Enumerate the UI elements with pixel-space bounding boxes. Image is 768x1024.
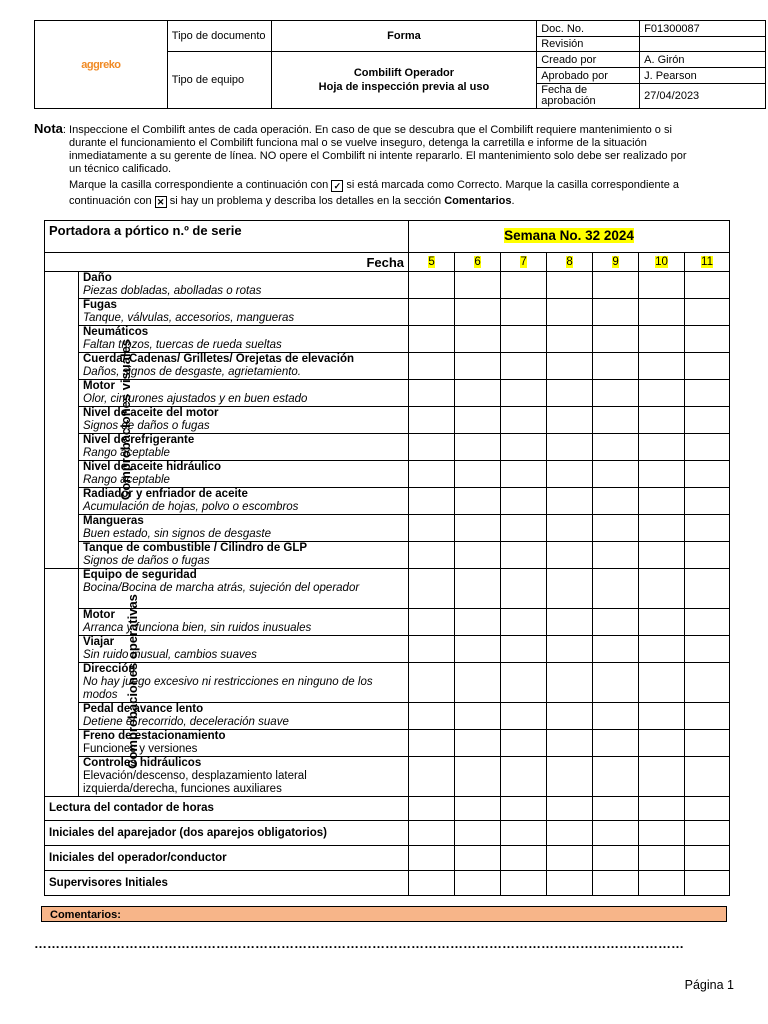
check-box-cell[interactable] [639,757,685,797]
check-box-cell[interactable] [593,569,639,609]
check-box-cell[interactable] [455,461,501,488]
meta-value: A. Girón [640,52,766,68]
note-line: Inspeccione el Combilift antes de cada operación. En caso de que se descubra que el Combilift requiere mantenimiento o si [69,124,672,136]
check-box-cell[interactable] [409,380,455,407]
check-box-cell[interactable] [501,461,547,488]
doc-type-value: Forma [271,21,537,52]
check-item-title: Tanque de combustible / Cilindro de GLP [83,542,308,554]
check-box-cell[interactable] [455,515,501,542]
check-item-title: Viajar [83,636,115,648]
visual-section-text: Comprobaciones visuales [118,338,134,500]
check-box-cell[interactable] [409,434,455,461]
check-box-cell[interactable] [547,663,593,703]
check-box-cell[interactable] [455,407,501,434]
check-box-cell[interactable] [501,703,547,730]
note-line: inmediatamente a su gerente de línea. NO opere el Combilift ni intente repararlo. El mantenimiento solo debe ser realizado por [69,150,687,162]
check-item [79,515,409,542]
check-box-cell[interactable] [455,326,501,353]
check-box-cell[interactable] [501,488,547,515]
check-box-cell[interactable] [501,515,547,542]
check-box-cell[interactable] [409,326,455,353]
date-cell [547,253,593,272]
check-item-title: Nivel de aceite del motor [83,407,219,419]
equip-type-label: Tipo de equipo [167,52,271,109]
date-label: Fecha [45,253,409,272]
check-box-cell[interactable] [409,299,455,326]
check-box-cell[interactable] [593,730,639,757]
check-item [79,272,409,299]
date-cell [639,253,685,272]
check-box-cell[interactable] [593,542,639,569]
check-box-cell[interactable] [639,272,685,299]
footer-entry-cell[interactable] [685,846,730,871]
check-box-cell[interactable] [639,703,685,730]
check-box-cell[interactable] [593,326,639,353]
check-item-description: Rango aceptable [83,474,170,486]
check-box-cell[interactable] [501,272,547,299]
mark-instruction: si está marcada como Correcto. Marque la casilla correspondiente a [346,179,680,191]
check-box-cell[interactable] [409,730,455,757]
check-item-title: Dirección [83,663,136,675]
comments-label: Comentarios: [41,906,727,922]
footer-row-label: Iniciales del aparejador (dos aparejos obligatorios) [45,821,409,846]
crossed-box-icon: ✕ [155,196,167,208]
check-box-cell[interactable] [593,757,639,797]
footer-row-label: Lectura del contador de horas [45,797,409,821]
check-box-cell[interactable] [455,703,501,730]
check-box-cell[interactable] [547,353,593,380]
check-item-description: Signos de daños o fugas [83,420,210,432]
equip-title [271,52,537,109]
check-box-cell[interactable] [501,730,547,757]
comments-line: …………………………………………………………………………………………………………………………………… [34,936,684,951]
footer-entry-cell[interactable] [593,821,639,846]
check-box-cell[interactable] [685,407,730,434]
check-box-cell[interactable] [455,272,501,299]
check-box-cell[interactable] [685,663,730,703]
check-item-title: Neumáticos [83,326,149,338]
check-box-cell[interactable] [455,636,501,663]
date-cell [593,253,639,272]
check-item-description: Buen estado, sin signos de desgaste [83,528,271,540]
meta-label: Creado por [537,52,640,68]
check-box-cell[interactable] [455,663,501,703]
check-box-cell[interactable] [455,609,501,636]
doc-type-label: Tipo de documento [167,21,271,52]
footer-entry-cell[interactable] [593,871,639,896]
check-box-cell[interactable] [547,542,593,569]
date-value: 8 [566,255,573,268]
check-box-cell[interactable] [685,636,730,663]
check-box-cell[interactable] [409,515,455,542]
check-box-cell[interactable] [685,380,730,407]
meta-value: 27/04/2023 [640,84,766,109]
check-box-cell[interactable] [455,488,501,515]
check-box-cell[interactable] [639,326,685,353]
check-box-cell[interactable] [685,299,730,326]
footer-entry-cell[interactable] [501,797,547,821]
check-item-description: Funciones y versiones [83,743,198,755]
footer-entry-cell[interactable] [639,821,685,846]
check-box-cell[interactable] [547,272,593,299]
check-item [79,542,409,569]
check-box-cell[interactable] [547,730,593,757]
check-box-cell[interactable] [455,569,501,609]
footer-entry-cell[interactable] [685,821,730,846]
check-box-cell[interactable] [409,703,455,730]
check-item-title: Pedal de avance lento [83,703,204,715]
check-item-description: Daños, signos de desgaste, agrietamiento. [83,366,301,378]
page-number: Página 1 [684,978,734,992]
inspection-table [44,220,730,896]
check-item-description: Arranca y funciona bien, sin ruidos inusuales [83,622,312,634]
footer-entry-cell[interactable] [501,846,547,871]
check-box-cell[interactable] [593,299,639,326]
meta-value [640,37,766,52]
check-box-cell[interactable] [593,434,639,461]
date-value: 5 [428,255,435,268]
check-box-cell[interactable] [593,407,639,434]
check-box-cell[interactable] [547,434,593,461]
footer-entry-cell[interactable] [455,821,501,846]
check-box-cell[interactable] [685,272,730,299]
check-item-title: Fugas [83,299,117,311]
check-box-cell[interactable] [593,272,639,299]
check-item-title: Cuerda/ Cadenas/ Grilletes/ Orejetas de elevación [83,353,355,365]
check-box-cell[interactable] [501,757,547,797]
footer-entry-cell[interactable] [409,797,455,821]
note-line: un técnico calificado. [69,163,172,175]
check-box-cell[interactable] [547,380,593,407]
footer-entry-cell[interactable] [409,846,455,871]
footer-entry-cell[interactable] [455,797,501,821]
check-item-title: Motor [83,380,115,392]
check-box-cell[interactable] [593,609,639,636]
check-box-cell[interactable] [409,663,455,703]
check-item-title: Daño [83,272,112,284]
note-line: durante el funcionamiento el Combilift funciona mal o se vuelve inseguro, detenga la carretilla e informe de la situación [69,137,647,149]
check-item-title: Equipo de seguridad [83,569,197,581]
check-box-cell[interactable] [639,542,685,569]
instructions-note: Nota: Inspeccione el Combilift antes de cada operación. En caso de que se descubra que el Combilift requiere mantenimiento o si durante el funcionamiento el Combilift funciona mal o se vuelve inseguro, detenga la carretilla e informe de la situación inmediatamente a su gerente de línea. NO opere el Combilift ni intente repararlo. El mantenimiento solo debe ser realizado por un técnico calificado. Marque la casilla correspondiente a continuación con ✓ si está marcada como Correcto. Marque la casilla correspondiente a continuación con ✕ si hay un problema y describa los detalles en la sección Comentarios. [34,122,734,208]
footer-row-label: Supervisores Initiales [45,871,409,896]
check-box-cell[interactable] [639,461,685,488]
check-box-cell[interactable] [639,380,685,407]
check-box-cell[interactable] [409,488,455,515]
check-box-cell[interactable] [685,542,730,569]
check-box-cell[interactable] [639,609,685,636]
footer-entry-cell[interactable] [501,871,547,896]
check-box-cell[interactable] [455,542,501,569]
check-item-description: Bocina/Bocina de marcha atrás, sujeción del operador [83,582,360,594]
check-box-cell[interactable] [455,380,501,407]
check-box-cell[interactable] [639,569,685,609]
check-box-cell[interactable] [685,757,730,797]
meta-value: J. Pearson [640,68,766,84]
check-box-cell[interactable] [639,353,685,380]
check-box-cell[interactable] [685,569,730,609]
check-box-cell[interactable] [685,730,730,757]
checked-box-icon: ✓ [331,180,343,192]
check-box-cell[interactable] [593,353,639,380]
date-cell [501,253,547,272]
check-box-cell[interactable] [501,569,547,609]
date-value: 9 [612,255,619,268]
check-box-cell[interactable] [547,569,593,609]
footer-entry-cell[interactable] [685,797,730,821]
check-box-cell[interactable] [547,636,593,663]
week-label: Semana No. 32 2024 [504,228,634,243]
check-box-cell[interactable] [685,461,730,488]
footer-entry-cell[interactable] [547,797,593,821]
footer-entry-cell[interactable] [547,846,593,871]
date-cell [455,253,501,272]
date-cell [685,253,730,272]
check-box-cell[interactable] [685,488,730,515]
check-box-cell[interactable] [409,461,455,488]
check-box-cell[interactable] [593,663,639,703]
check-box-cell[interactable] [501,380,547,407]
check-box-cell[interactable] [501,299,547,326]
check-item-description: Rango aceptable [83,447,170,459]
check-box-cell[interactable] [501,326,547,353]
footer-entry-cell[interactable] [547,871,593,896]
mark-instruction: si hay un problema y describa los detalles en la sección [169,195,442,207]
equip-title-line2: Hoja de inspección previa al uso [318,81,490,93]
date-value: 11 [701,255,713,268]
date-value: 7 [520,255,527,268]
note-label: Nota [34,121,63,136]
footer-entry-cell[interactable] [409,871,455,896]
check-box-cell[interactable] [547,703,593,730]
check-item-description: Olor, cinturones ajustados y en buen estado [83,393,308,405]
check-box-cell[interactable] [639,515,685,542]
check-item-description: Tanque, válvulas, accesorios, mangueras [83,312,295,324]
check-item-title: Nivel de aceite hidráulico [83,461,222,473]
equip-title-line1: Combilift Operador [353,67,455,79]
check-box-cell[interactable] [501,542,547,569]
week-cell [409,221,730,253]
check-box-cell[interactable] [547,407,593,434]
check-box-cell[interactable] [547,515,593,542]
check-item [79,299,409,326]
footer-entry-cell[interactable] [639,846,685,871]
footer-entry-cell[interactable] [455,871,501,896]
check-box-cell[interactable] [593,636,639,663]
meta-label: Aprobado por [537,68,640,84]
footer-row-label: Iniciales del operador/conductor [45,846,409,871]
date-value: 10 [655,255,668,268]
check-box-cell[interactable] [685,515,730,542]
check-box-cell[interactable] [685,326,730,353]
document-header [34,20,766,109]
check-box-cell[interactable] [409,636,455,663]
footer-entry-cell[interactable] [639,871,685,896]
check-box-cell[interactable] [409,609,455,636]
check-item-title: Freno de estacionamiento [83,730,226,742]
footer-entry-cell[interactable] [593,846,639,871]
check-box-cell[interactable] [685,703,730,730]
footer-entry-cell[interactable] [455,846,501,871]
check-box-cell[interactable] [501,663,547,703]
aggreko-logo: aggreko [35,21,168,109]
check-box-cell[interactable] [547,488,593,515]
date-value: 6 [474,255,481,268]
check-box-cell[interactable] [639,407,685,434]
check-box-cell[interactable] [547,299,593,326]
check-item-description: Faltan trozos, tuercas de rueda sueltas [83,339,282,351]
check-box-cell[interactable] [409,542,455,569]
check-box-cell[interactable] [409,757,455,797]
footer-entry-cell[interactable] [501,821,547,846]
check-item-description: Piezas dobladas, abolladas o rotas [83,285,262,297]
meta-label: Fecha de aprobación [537,84,640,109]
check-box-cell[interactable] [685,434,730,461]
check-box-cell[interactable] [593,703,639,730]
footer-entry-cell[interactable] [639,797,685,821]
check-box-cell[interactable] [547,609,593,636]
check-box-cell[interactable] [685,609,730,636]
footer-entry-cell[interactable] [685,871,730,896]
check-box-cell[interactable] [547,326,593,353]
check-item-title: Mangueras [83,515,144,527]
check-item-description: Acumulación de hojas, polvo o escombros [83,501,299,513]
mark-instruction: continuación con [69,195,152,207]
footer-entry-cell[interactable] [409,821,455,846]
check-box-cell[interactable] [409,353,455,380]
check-box-cell[interactable] [593,515,639,542]
check-item-description: Detiene el recorrido, deceleración suave [83,716,289,728]
date-cell [409,253,455,272]
check-box-cell[interactable] [639,663,685,703]
check-box-cell[interactable] [501,609,547,636]
check-box-cell[interactable] [409,407,455,434]
check-box-cell[interactable] [455,757,501,797]
check-box-cell[interactable] [455,353,501,380]
serial-label: Portadora a pórtico n.º de serie [45,221,409,253]
operative-section-text: Comprobaciones operativas [124,594,140,769]
check-box-cell[interactable] [501,407,547,434]
check-item-description: Sin ruido inusual, cambios suaves [83,649,257,661]
check-item-description: Elevación/descenso, desplazamiento lateral izquierda/derecha, funciones auxiliares [83,770,307,795]
check-item-description: No hay juego excesivo ni restricciones en ninguno de los modos [83,676,373,701]
check-box-cell[interactable] [547,461,593,488]
check-box-cell[interactable] [639,636,685,663]
check-box-cell[interactable] [501,434,547,461]
footer-entry-cell[interactable] [593,797,639,821]
check-box-cell[interactable] [593,380,639,407]
check-box-cell[interactable] [593,461,639,488]
check-box-cell[interactable] [455,299,501,326]
footer-entry-cell[interactable] [547,821,593,846]
mark-instruction: Marque la casilla correspondiente a continuación con [69,179,329,191]
check-box-cell[interactable] [685,353,730,380]
meta-label: Doc. No. [537,21,640,37]
check-item-title: Motor [83,609,115,621]
comments-reference: Comentarios [444,195,512,207]
check-item-title: Controles hidráulicos [83,757,202,769]
check-box-cell[interactable] [501,636,547,663]
check-box-cell[interactable] [455,434,501,461]
check-item-title: Radiador y enfriador de aceite [83,488,248,500]
check-box-cell[interactable] [639,730,685,757]
meta-value: F01300087 [640,21,766,37]
meta-label: Revisión [537,37,640,52]
check-box-cell[interactable] [639,488,685,515]
check-box-cell[interactable] [455,730,501,757]
check-item-description: Signos de daños o fugas [83,555,210,567]
check-box-cell[interactable] [501,353,547,380]
check-box-cell[interactable] [547,757,593,797]
check-box-cell[interactable] [409,569,455,609]
check-box-cell[interactable] [409,272,455,299]
check-box-cell[interactable] [593,488,639,515]
check-item-title: Nivel de refrigerante [83,434,195,446]
check-box-cell[interactable] [639,299,685,326]
check-box-cell[interactable] [639,434,685,461]
period: . [511,195,515,207]
